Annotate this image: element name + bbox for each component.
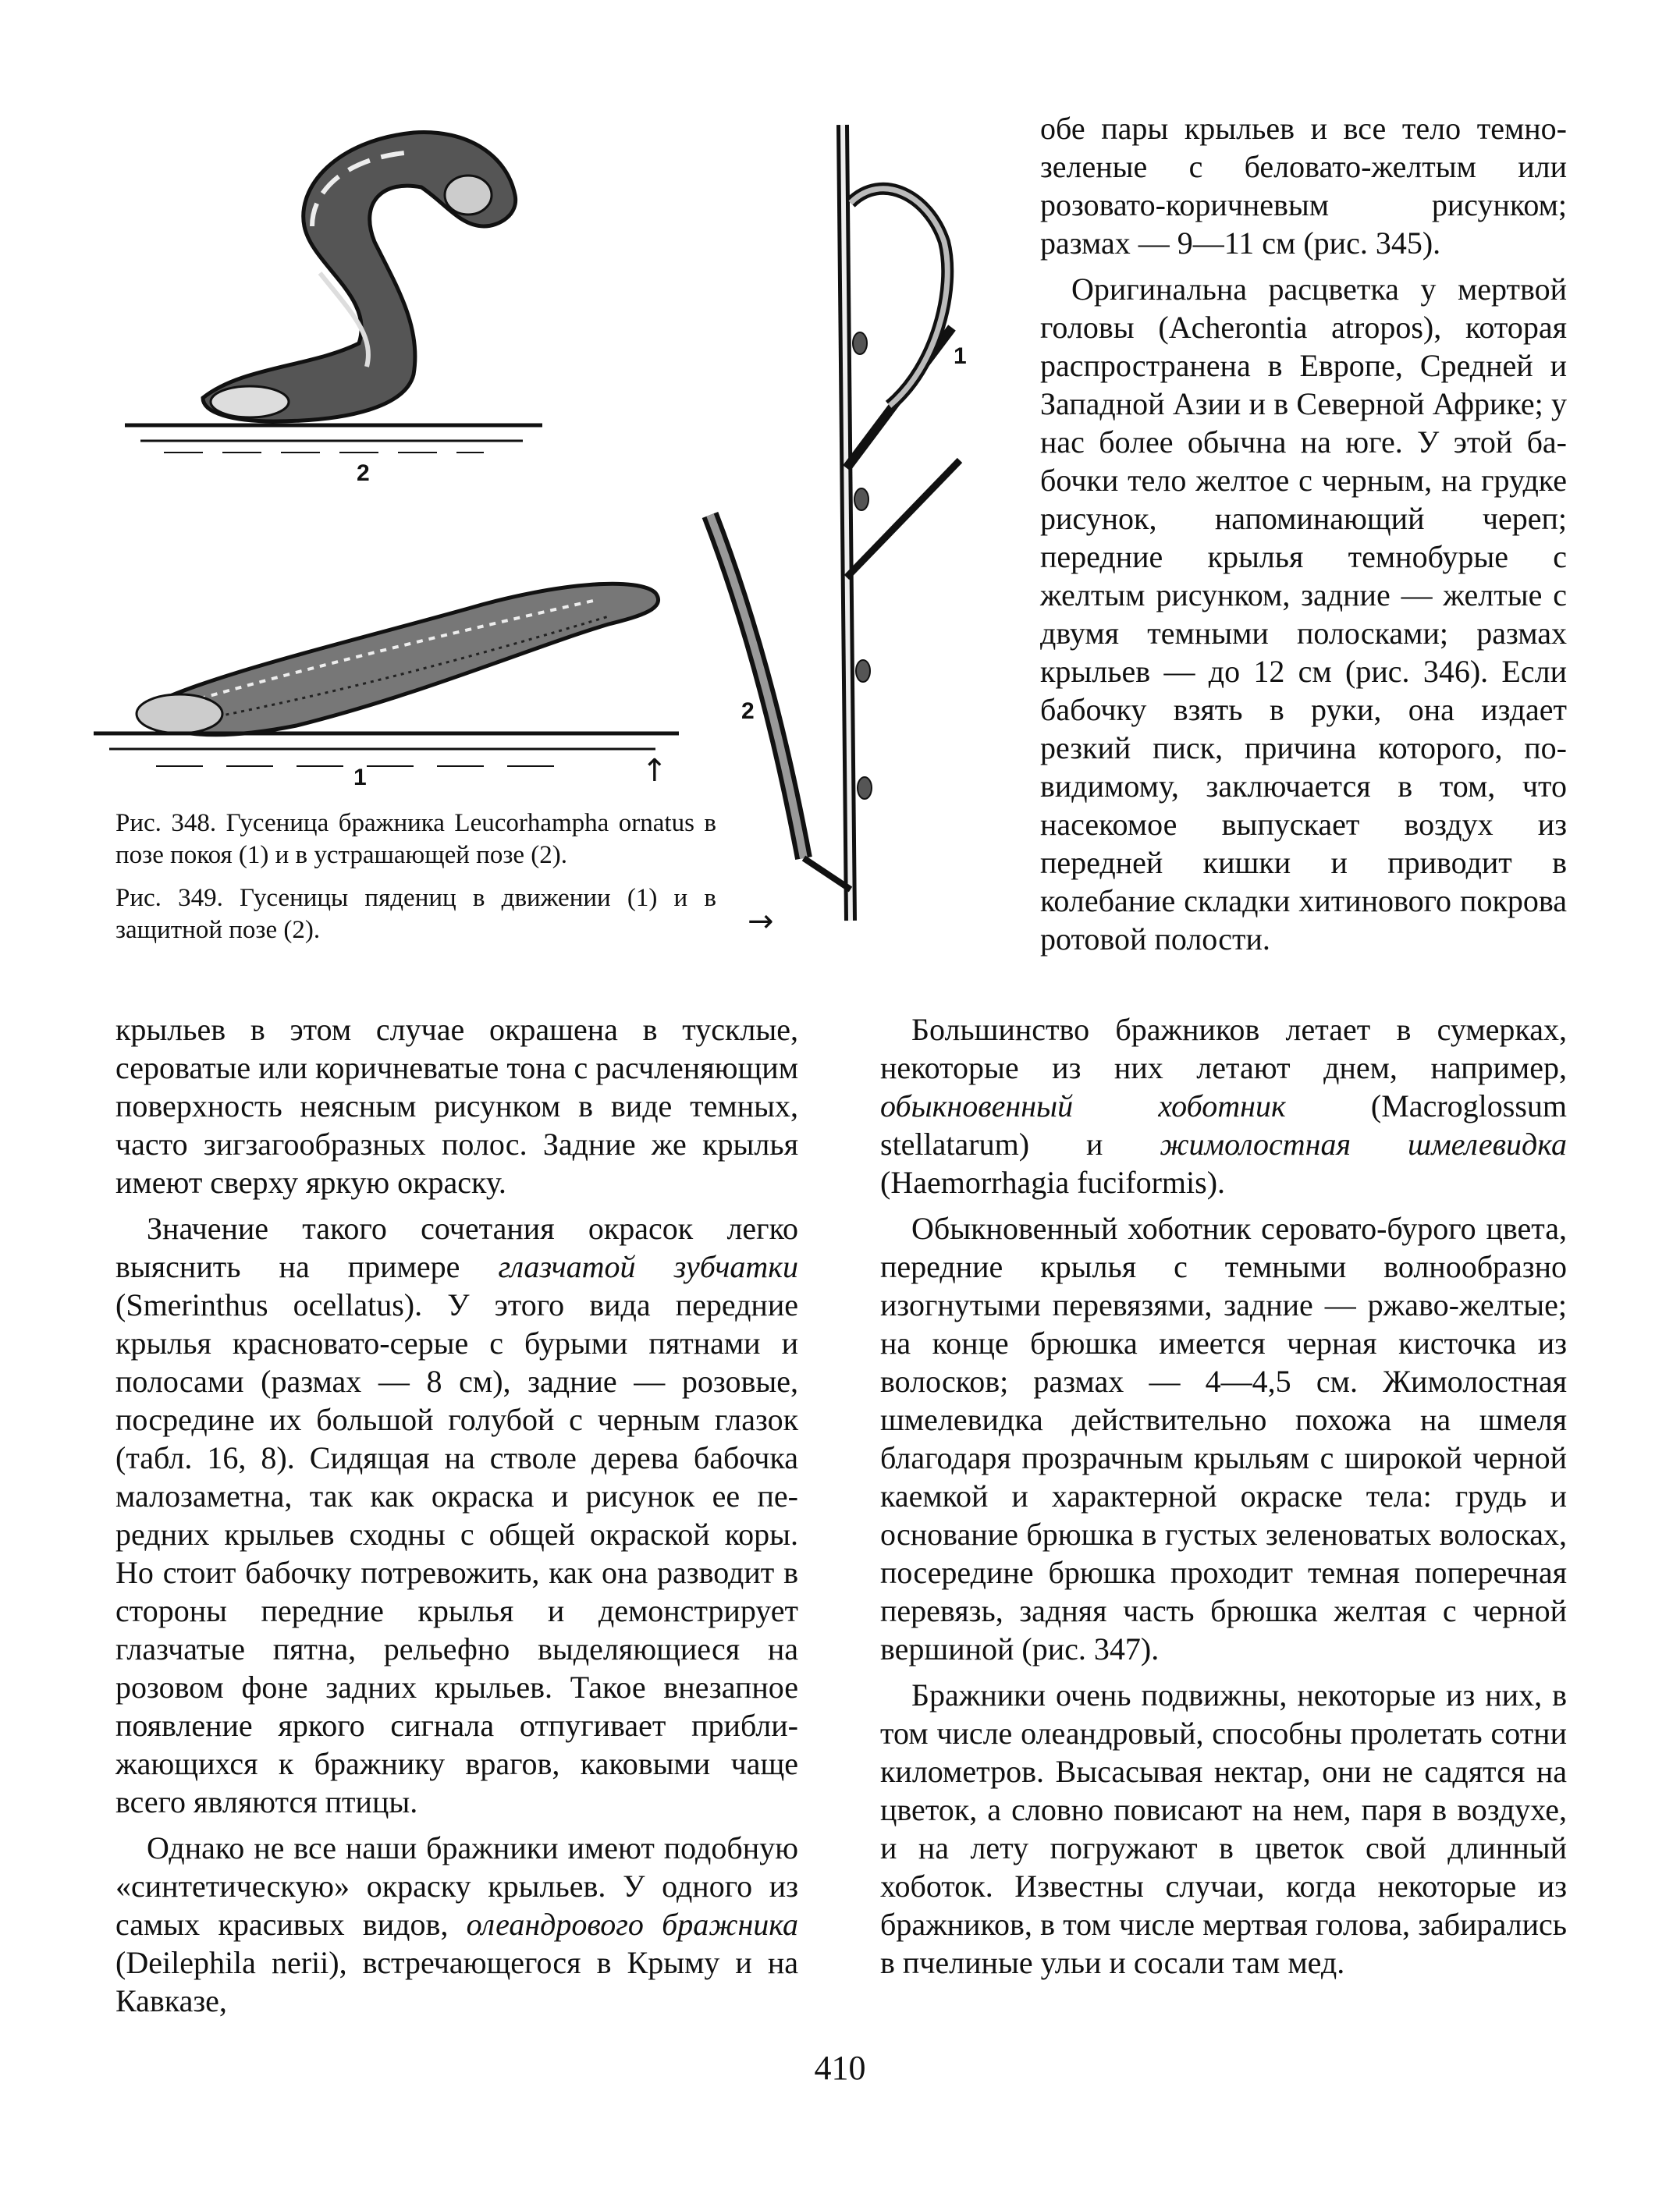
fig-349-label-2: 2 [741, 698, 755, 724]
text-run: (Smerinthus ocellatus). У этого вида передние крылья красновато-серые с бурыми пятнами и полосами (размах — 8 см), задние — розовые, посредине их большой голубой с черным глазок (табл. 16, 8). Сидящая на стволе дерева бабочка малозаметна, так как окраска и рисунок ее передних крыльев сходны с общей окраской коры. Но стоит бабочку потревожить, как она разводит в стороны передние крылья и демонстрирует глазчатые пятна, рельефно выделяющиеся на розовом фоне задних крыльев. Такое внезапное появление яркого сигнала отпугивает приближающихся к бражнику врагов, каковыми чаще всего являются птицы. [115, 1287, 798, 1819]
paragraph: крыльев в этом случае окрашена в тусклые, сероватые или коричневатые тона с расчленяющим поверхность неясным рисунком в виде темных, часто зигзагообразных полос. Задние же крылья имеют сверху яркую окраску. [115, 1012, 798, 1200]
text-run: Большинство бражников летает в сумерках, некоторые из них летают днем, например, [880, 1012, 1567, 1085]
species-name: обыкновенный хоботник [880, 1088, 1286, 1123]
fig-349-caption: Рис. 349. Гусеницы пядениц в движении (1) и в защитной позе (2). [115, 884, 716, 944]
species-name: жимолостная шмелевидка [1160, 1127, 1567, 1162]
fig-349-label-1: 1 [954, 343, 967, 369]
fig-349-arrow: → [748, 903, 774, 939]
paragraph: Обыкновенный хоботник серовато-бурого цвета, передние крылья с темными волнообразно изогнутыми перевязями, задние — ржаво-желтые; на конце брюшка имеется черная кисточка из волосков; размах — 4—4,5 см. Жимолостная шмелевидка действительно похожа на шмеля благодаря прозрачным крыльям с широкой черной каемкой и характерной окраске тела: грудь и основание брюшка в густых зеленоватых волосках, посередине брюшка проходит темная поперечная перевязь, задняя часть брюшка желтая с черной вершиной (рис. 347). [880, 1211, 1567, 1666]
page-number: 410 [814, 2049, 866, 2087]
left-column [115, 1010, 798, 2028]
paragraph [880, 1010, 1567, 1201]
right-column-top [1040, 109, 1567, 958]
paragraph: Бражники очень подвижны, некоторые из них, в том числе олеандровый, способны пролетать сотни километров. Высасывая нектар, они не садятся на цветок, а словно повисают на нем, паря в воздухе, и на лету погружают в цветок свой длинный хоботок. Известны случаи, когда некоторые из бражников, в том числе мертвая голова, забирались в пчелиные ульи и сосали там мед. [880, 1677, 1567, 1980]
text-run: (Macroglossum stellatarum) и [880, 1088, 1567, 1162]
caterpillar-threat-pose-illustration [117, 109, 554, 468]
fig-348-label-2: 2 [357, 460, 370, 486]
species-name: олеандрового бражника [466, 1907, 798, 1942]
geometer-caterpillars-illustration [687, 109, 1014, 936]
paragraph: Оригинальна расцветка у мертвой головы (Acherontia atropos), которая распространена в Европе, Средней и Западной Азии и в Северной Африке; у нас более обычна на юге. У этой бабочки тело желтое с черным, на грудке рисунок, напоминающий череп; передние крылья темнобурые с желтым рисунком, задние — желтые с двумя темными полосками; размах крыльев — до 12 см (рис. 346). Если бабочку взять в руки, она издает резкий писк, причина которого, по-видимому, заключается в том, что насекомое выпускает воздух из передней кишки и приводит в колебание складки хитинового покрова ротовой полости. [1040, 272, 1567, 957]
paragraph [115, 1829, 798, 2020]
paragraph: обе пары крыльев и все тело темно-зеленые с беловато-желтым или розовато-коричневым рисунком; размах — 9—11 см (рис. 345). [1040, 111, 1567, 261]
text-run: (Haemorrhagia fuciformis). [880, 1165, 1226, 1200]
species-name: глазчатой зубчатки [498, 1249, 798, 1284]
figure-captions [115, 807, 716, 957]
caterpillar-rest-pose-illustration [94, 562, 687, 772]
text-run: (Deilephila nerii), встречающегося в Крыму и на Кавказе, [115, 1945, 798, 2018]
text-run: Значение такого сочетания окрасок легко выяснить на примере [115, 1211, 798, 1284]
right-column-bottom [880, 1010, 1567, 1989]
fig-348-arrow: ↑ [641, 753, 668, 789]
fig-348-caption: Рис. 348. Гусеница бражника Leucorhampha ornatus в позе покоя (1) и в устрашающей позе (2). [115, 809, 716, 869]
text-run: Однако не все наши бражники имеют подобную «синтетическую» окраску крыльев. У одного из самых красивых видов, [115, 1830, 798, 1942]
fig-348-label-1: 1 [353, 765, 367, 790]
paragraph [115, 1209, 798, 1821]
